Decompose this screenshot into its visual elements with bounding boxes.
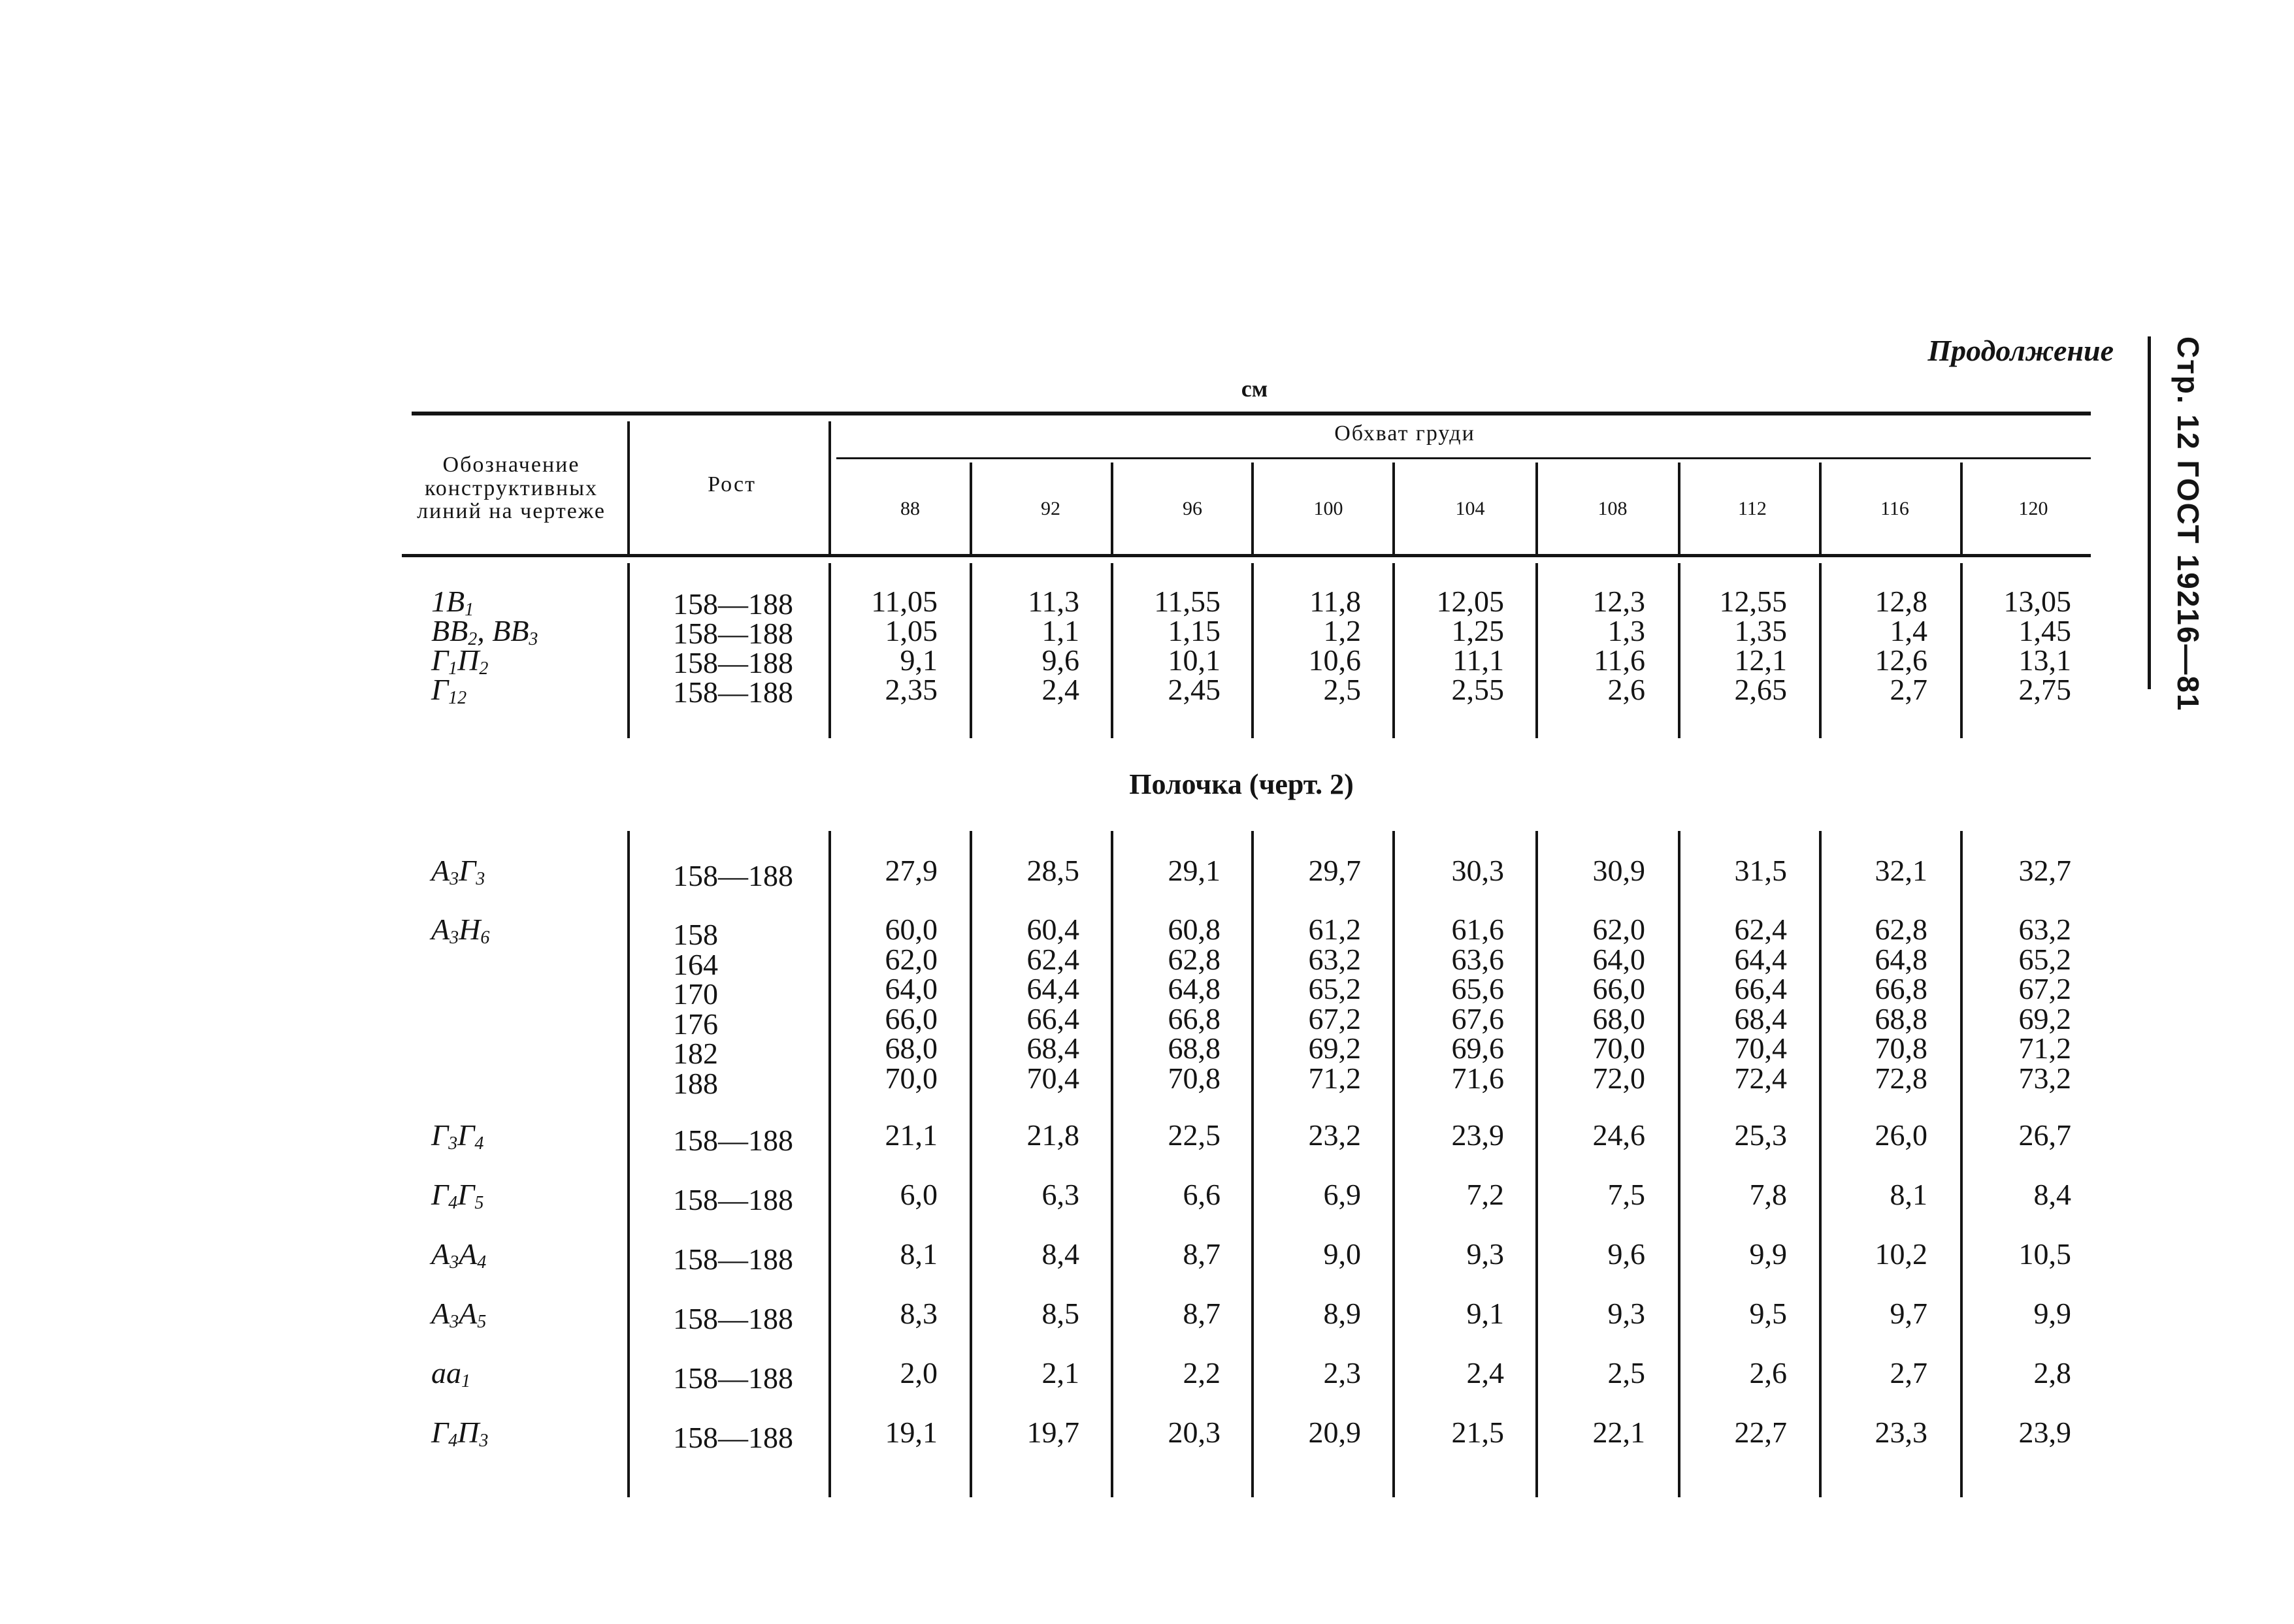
lower-value: 9,7 [1890,1297,1927,1330]
lower-value: 21,5 [1451,1416,1504,1449]
lower-row-label: $Г_3Г_4$ [431,1118,484,1154]
upper-value: 11,05 [871,585,938,618]
header-separator [828,421,831,554]
lower-value: 6,0 [900,1178,938,1211]
lower-separator [1535,831,1538,1497]
lower-value: 9,3 [1607,1297,1645,1330]
lower-value: 8,1 [1890,1178,1927,1211]
chest-size-120: 120 [2018,498,2048,519]
header-separator [1535,463,1538,554]
chest-size-92: 92 [1041,498,1060,519]
lower-value: 6,6 [1183,1178,1221,1211]
lower-row-rost: 164 [673,947,718,981]
lower-value: 66,0 [1592,972,1645,1005]
lower-row-label: $А_3Н_6$ [431,913,490,948]
lower-row-rost: 158—188 [673,1124,793,1157]
upper-value: 1,05 [885,614,938,647]
upper-value: 2,75 [2018,673,2071,706]
lower-value: 69,2 [1308,1031,1361,1065]
upper-row-rost: 158—188 [673,646,793,679]
chest-header-rule [836,457,2091,459]
chest-size-96: 96 [1183,498,1202,519]
lower-value: 6,3 [1041,1178,1079,1211]
upper-value: 1,1 [1041,614,1079,647]
lower-value: 31,5 [1734,854,1787,887]
lower-value: 63,2 [2018,913,2071,946]
upper-value: 2,6 [1607,673,1645,706]
lower-value: 69,2 [2018,1001,2071,1035]
lower-value: 8,3 [900,1297,938,1330]
lower-value: 9,6 [1607,1237,1645,1271]
lower-value: 8,7 [1183,1297,1221,1330]
lower-value: 66,4 [1734,972,1787,1005]
lower-value: 67,6 [1451,1001,1504,1035]
upper-separator [1251,563,1254,738]
upper-value: 12,1 [1734,643,1787,677]
lower-value: 66,0 [885,1001,938,1035]
lower-value: 60,4 [1026,913,1079,946]
lower-value: 70,0 [1592,1031,1645,1065]
upper-row-label: $1B_1$ [431,585,474,620]
lower-row-rost: 158 [673,918,718,951]
upper-separator [1678,563,1680,738]
lower-value: 68,4 [1026,1031,1079,1065]
upper-value: 2,65 [1734,673,1787,706]
lower-value: 7,5 [1607,1178,1645,1211]
lower-value: 28,5 [1026,854,1079,887]
lower-value: 70,4 [1734,1031,1787,1065]
upper-value: 12,8 [1875,585,1927,618]
lower-value: 2,2 [1183,1356,1221,1389]
lower-value: 65,2 [2018,942,2071,976]
lower-value: 71,2 [2018,1031,2071,1065]
chest-size-116: 116 [1880,498,1909,519]
lower-value: 9,5 [1749,1297,1787,1330]
lower-value: 9,3 [1466,1237,1504,1271]
lower-value: 68,8 [1875,1001,1927,1035]
upper-value: 11,55 [1154,585,1221,618]
lower-value: 65,2 [1308,972,1361,1005]
upper-separator [1819,563,1822,738]
lower-value: 64,4 [1026,972,1079,1005]
upper-value: 12,6 [1875,643,1927,677]
lower-value: 69,6 [1451,1031,1504,1065]
table-top-rule [412,412,2091,415]
lower-value: 65,6 [1451,972,1504,1005]
upper-value: 11,6 [1594,643,1645,677]
chest-size-100: 100 [1313,498,1343,519]
lower-row-rost: 158—188 [673,1361,793,1395]
lower-value: 2,1 [1041,1356,1079,1389]
lower-value: 22,7 [1734,1416,1787,1449]
upper-value: 1,15 [1168,614,1221,647]
lower-value: 71,2 [1308,1061,1361,1095]
lower-value: 2,3 [1323,1356,1361,1389]
upper-value: 10,6 [1308,643,1361,677]
unit-label: см [1241,376,1268,402]
header-separator [1960,463,1963,554]
section-title: Полочка (черт. 2) [1129,768,1354,800]
lower-value: 68,8 [1168,1031,1221,1065]
lower-value: 8,7 [1183,1237,1221,1271]
lower-value: 30,9 [1592,854,1645,887]
lower-value: 2,5 [1607,1356,1645,1389]
upper-value: 11,8 [1309,585,1361,618]
lower-separator [1960,831,1963,1497]
chest-size-112: 112 [1738,498,1767,519]
upper-value: 12,3 [1592,585,1645,618]
lower-row-label: $Г_4Г_5$ [431,1178,484,1213]
lower-separator [1678,831,1680,1497]
lower-row-rost: 170 [673,977,718,1011]
lower-row-rost: 182 [673,1037,718,1070]
header-separator [627,421,630,554]
lower-value: 2,7 [1890,1356,1927,1389]
upper-value: 2,5 [1323,673,1361,706]
lower-value: 70,8 [1168,1061,1221,1095]
header-separator [1111,463,1113,554]
upper-value: 12,05 [1436,585,1504,618]
header-separator [1678,463,1680,554]
upper-separator [1960,563,1963,738]
lower-value: 6,9 [1323,1178,1361,1211]
lower-value: 27,9 [885,854,938,887]
upper-separator [627,563,630,738]
upper-value: 2,45 [1168,673,1221,706]
lower-value: 7,8 [1749,1178,1787,1211]
lower-row-label: $Г_4П_3$ [431,1416,489,1451]
upper-value: 2,7 [1890,673,1927,706]
designation-header: Обозначение конструктивных линий на чертеже [417,453,606,524]
lower-value: 32,1 [1875,854,1927,887]
lower-value: 68,0 [1592,1001,1645,1035]
upper-row-rost: 158—188 [673,675,793,709]
lower-value: 66,8 [1168,1001,1221,1035]
table-head-bottom-rule [402,554,2091,557]
lower-row-rost: 158—188 [673,859,793,892]
lower-row-label: $А_3Г_3$ [431,854,485,889]
upper-value: 13,05 [2003,585,2071,618]
lower-row-label: $аа_1$ [431,1356,470,1391]
lower-value: 2,0 [900,1356,938,1389]
upper-separator [828,563,831,738]
upper-value: 9,6 [1041,643,1079,677]
upper-value: 1,35 [1734,614,1787,647]
lower-value: 9,9 [1749,1237,1787,1271]
lower-value: 21,1 [885,1118,938,1152]
lower-value: 23,9 [1451,1118,1504,1152]
lower-value: 20,9 [1308,1416,1361,1449]
continuation-label: Продолжение [1927,334,2114,367]
lower-value: 66,8 [1875,972,1927,1005]
lower-value: 72,4 [1734,1061,1787,1095]
upper-value: 2,4 [1041,673,1079,706]
lower-value: 63,6 [1451,942,1504,976]
lower-value: 26,0 [1875,1118,1927,1152]
upper-value: 12,55 [1719,585,1787,618]
upper-value: 1,3 [1607,614,1645,647]
lower-value: 64,8 [1875,942,1927,976]
lower-value: 73,2 [2018,1061,2071,1095]
lower-value: 9,0 [1323,1237,1361,1271]
lower-separator [970,831,972,1497]
lower-value: 23,2 [1308,1118,1361,1152]
lower-value: 9,9 [2033,1297,2071,1330]
lower-value: 60,0 [885,913,938,946]
lower-row-rost: 158—188 [673,1183,793,1216]
lower-value: 29,7 [1308,854,1361,887]
lower-value: 8,4 [2033,1178,2071,1211]
lower-value: 67,2 [2018,972,2071,1005]
lower-row-rost: 158—188 [673,1421,793,1454]
lower-value: 62,8 [1875,913,1927,946]
lower-separator [1111,831,1113,1497]
lower-value: 32,7 [2018,854,2071,887]
lower-value: 8,5 [1041,1297,1079,1330]
upper-value: 9,1 [900,643,938,677]
upper-separator [1392,563,1395,738]
chest-size-104: 104 [1455,498,1485,519]
upper-value: 2,55 [1451,673,1504,706]
lower-value: 19,1 [885,1416,938,1449]
lower-value: 23,9 [2018,1416,2071,1449]
lower-value: 64,4 [1734,942,1787,976]
lower-value: 71,6 [1451,1061,1504,1095]
lower-value: 19,7 [1026,1416,1079,1449]
upper-value: 1,4 [1890,614,1927,647]
upper-separator [1535,563,1538,738]
chest-header: Обхват груди [1334,421,1475,446]
upper-value: 13,1 [2018,643,2071,677]
lower-value: 10,5 [2018,1237,2071,1271]
lower-value: 72,8 [1875,1061,1927,1095]
lower-value: 62,4 [1026,942,1079,976]
lower-value: 62,8 [1168,942,1221,976]
chest-size-88: 88 [900,498,920,519]
lower-value: 70,4 [1026,1061,1079,1095]
lower-value: 70,0 [885,1061,938,1095]
page-marker: Стр. 12 ГОСТ 19216—81 [2171,336,2205,712]
upper-row-label: $Г_{12}$ [431,673,467,708]
lower-value: 63,2 [1308,942,1361,976]
lower-row-label: $А_3А_5$ [431,1297,487,1332]
lower-row-rost: 188 [673,1066,718,1100]
upper-value: 2,35 [885,673,938,706]
lower-value: 64,0 [1592,942,1645,976]
lower-value: 25,3 [1734,1118,1787,1152]
lower-row-rost: 158—188 [673,1242,793,1276]
upper-value: 1,25 [1451,614,1504,647]
lower-value: 21,8 [1026,1118,1079,1152]
lower-value: 2,8 [2033,1356,2071,1389]
lower-value: 8,4 [1041,1237,1079,1271]
lower-value: 22,1 [1592,1416,1645,1449]
header-separator [1819,463,1822,554]
upper-row-rost: 158—188 [673,617,793,650]
chest-size-108: 108 [1598,498,1628,519]
lower-value: 62,0 [1592,913,1645,946]
header-separator [1251,463,1254,554]
lower-value: 62,4 [1734,913,1787,946]
lower-row-rost: 158—188 [673,1302,793,1335]
lower-value: 64,0 [885,972,938,1005]
upper-row-label: $Г_1П_2$ [431,643,489,679]
lower-value: 22,5 [1168,1118,1221,1152]
lower-value: 2,6 [1749,1356,1787,1389]
lower-value: 68,4 [1734,1001,1787,1035]
lower-value: 61,6 [1451,913,1504,946]
lower-row-rost: 176 [673,1007,718,1041]
lower-separator [1251,831,1254,1497]
lower-separator [1392,831,1395,1497]
lower-value: 66,4 [1026,1001,1079,1035]
lower-value: 26,7 [2018,1118,2071,1152]
lower-value: 70,8 [1875,1031,1927,1065]
lower-separator [627,831,630,1497]
header-separator [970,463,972,554]
upper-value: 1,2 [1323,614,1361,647]
lower-value: 64,8 [1168,972,1221,1005]
lower-value: 67,2 [1308,1001,1361,1035]
height-header: Рост [708,472,756,496]
lower-separator [828,831,831,1497]
upper-value: 11,1 [1452,643,1504,677]
upper-value: 1,45 [2018,614,2071,647]
lower-value: 23,3 [1875,1416,1927,1449]
upper-value: 10,1 [1168,643,1221,677]
lower-value: 2,4 [1466,1356,1504,1389]
upper-row-rost: 158—188 [673,587,793,621]
lower-value: 7,2 [1466,1178,1504,1211]
upper-separator [970,563,972,738]
lower-value: 8,9 [1323,1297,1361,1330]
lower-row-label: $А_3А_4$ [431,1237,487,1273]
lower-separator [1819,831,1822,1497]
lower-value: 29,1 [1168,854,1221,887]
lower-value: 68,0 [885,1031,938,1065]
lower-value: 20,3 [1168,1416,1221,1449]
lower-value: 10,2 [1875,1237,1927,1271]
lower-value: 8,1 [900,1237,938,1271]
lower-value: 24,6 [1592,1118,1645,1152]
upper-value: 11,3 [1028,585,1079,618]
lower-value: 9,1 [1466,1297,1504,1330]
upper-separator [1111,563,1113,738]
lower-value: 61,2 [1308,913,1361,946]
sidebar-rule [2148,336,2151,689]
lower-value: 72,0 [1592,1061,1645,1095]
lower-value: 30,3 [1451,854,1504,887]
lower-value: 60,8 [1168,913,1221,946]
header-separator [1392,463,1395,554]
upper-row-label: $BB_2$, $BB_3$ [431,614,538,649]
lower-value: 62,0 [885,942,938,976]
